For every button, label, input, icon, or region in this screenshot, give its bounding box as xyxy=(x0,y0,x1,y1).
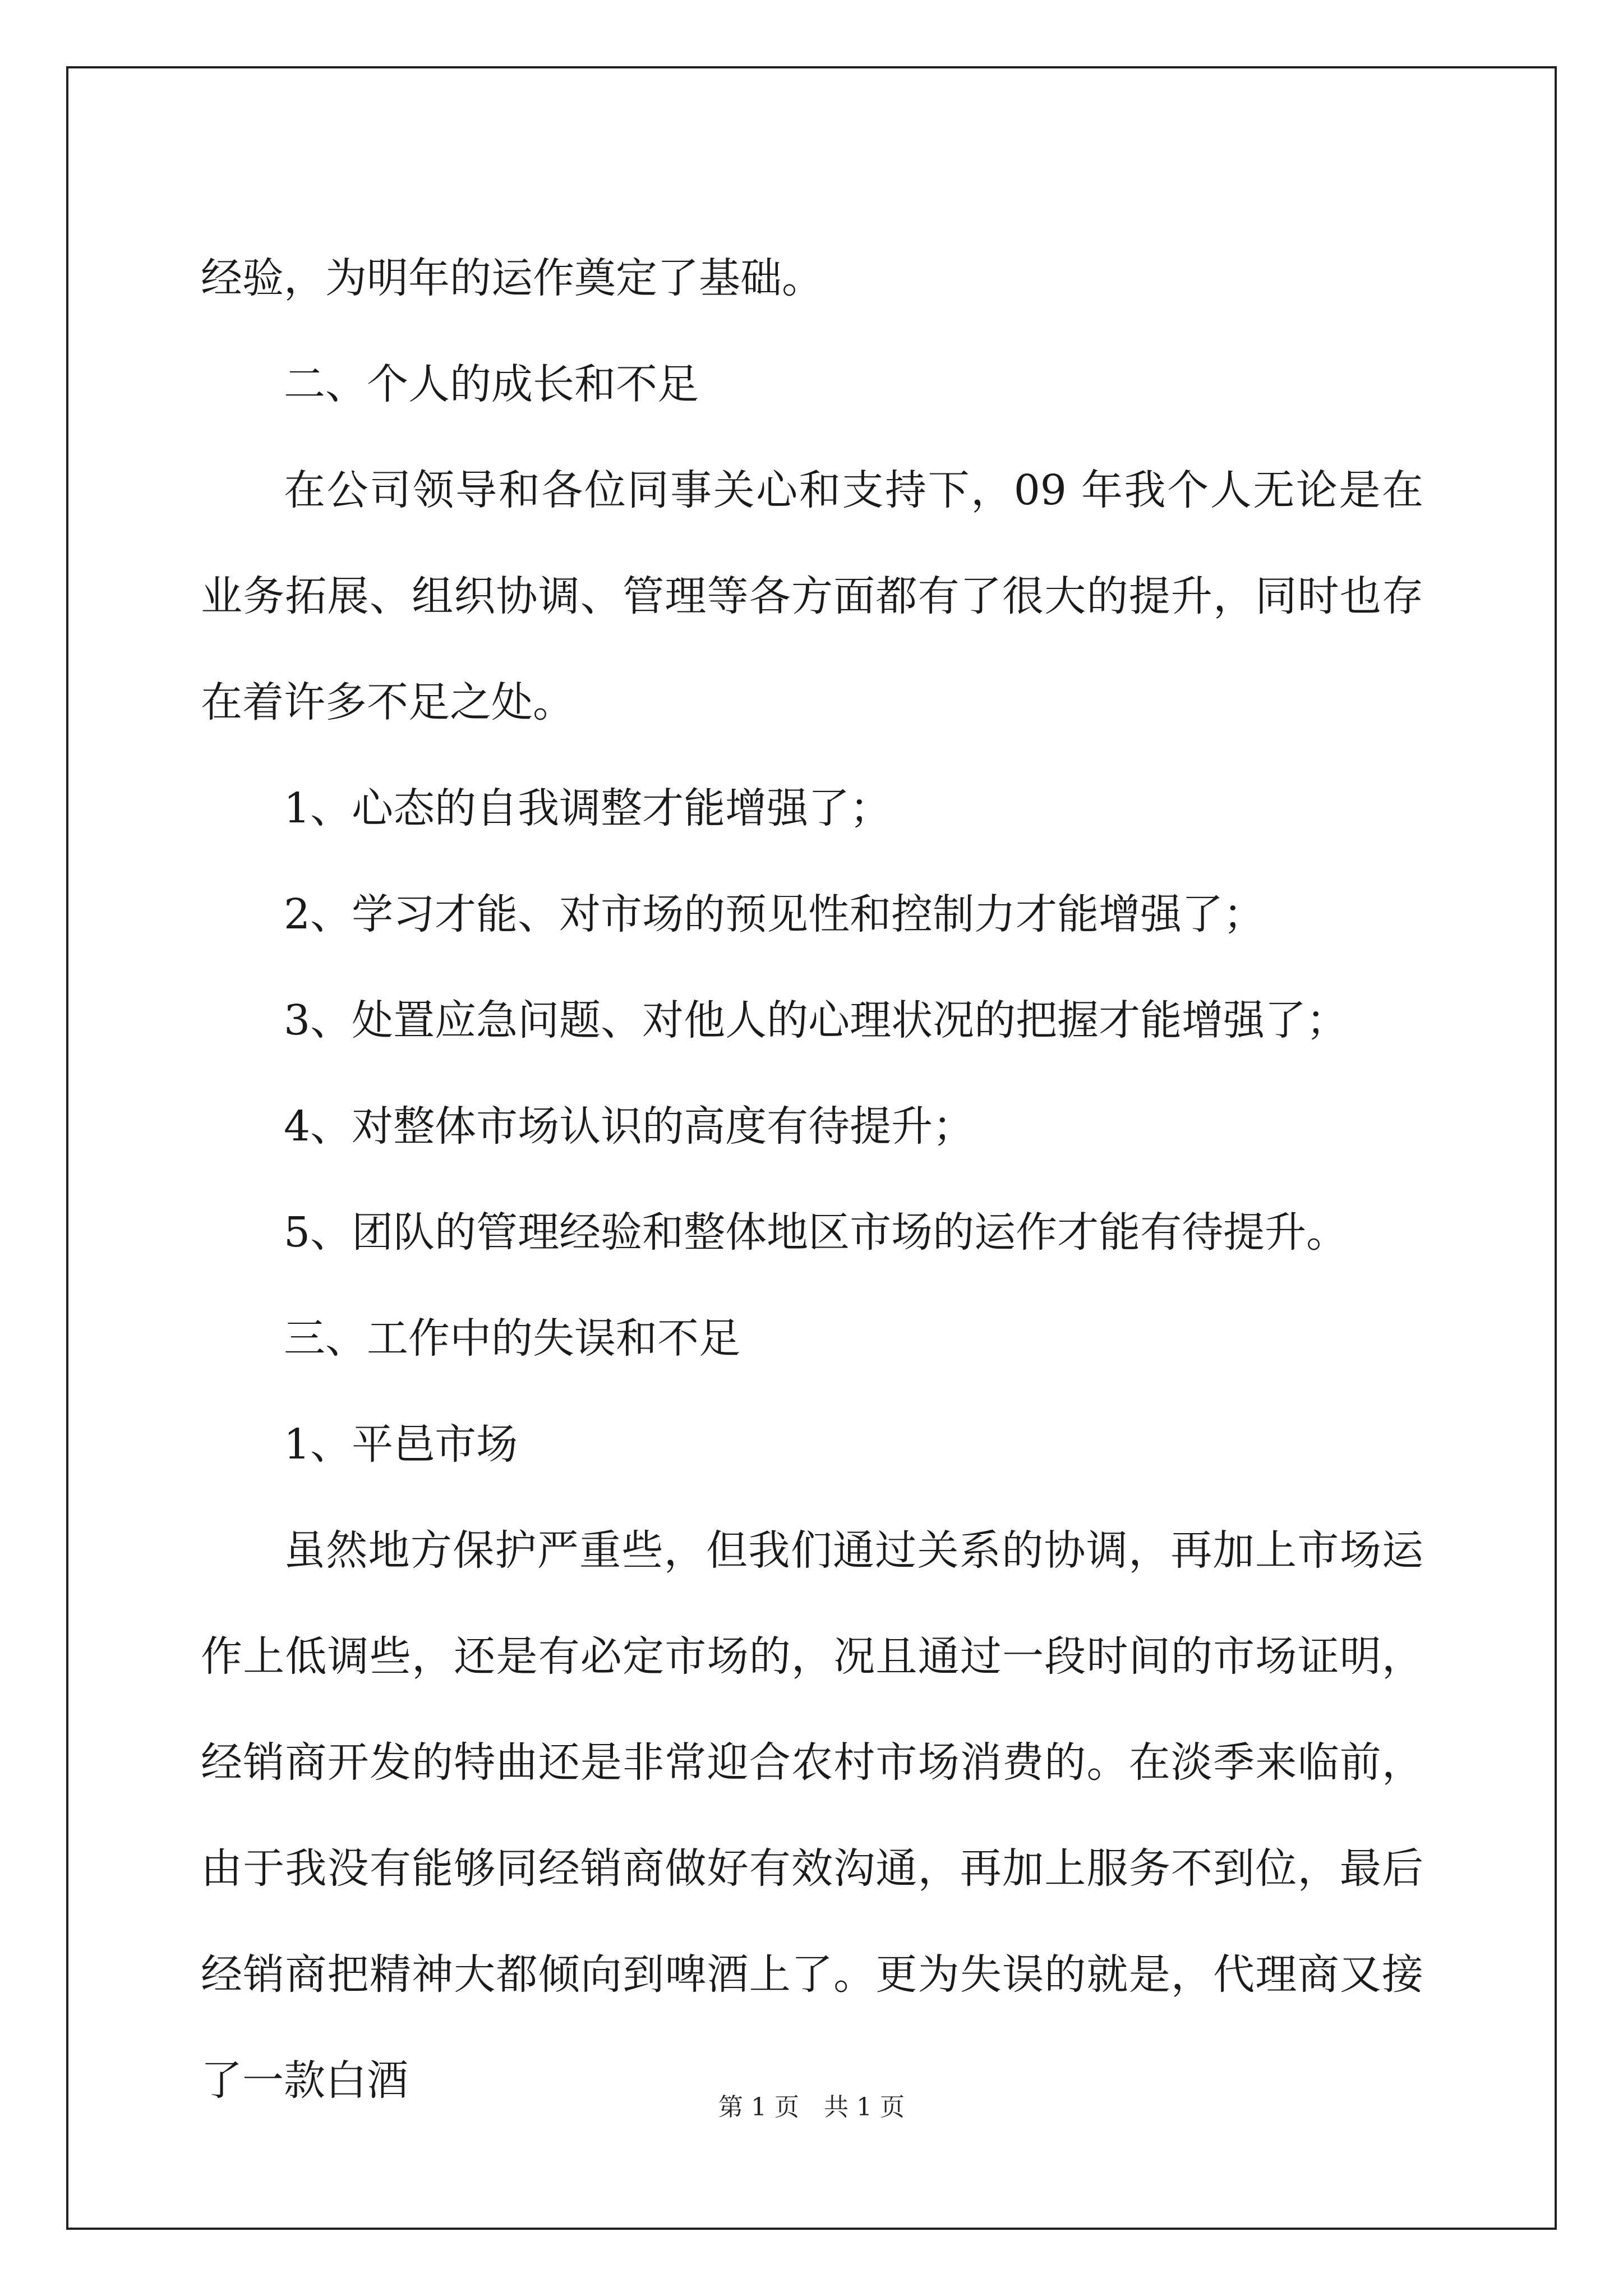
document-body xyxy=(201,226,1423,2134)
list-item-1: 1、心态的自我调整才能增强了； xyxy=(284,784,892,832)
paragraph-continuation: 经验，为明年的运作奠定了基础。 xyxy=(201,254,823,302)
list-item-3: 3、处置应急问题、对他人的心理状况的把握才能增强了； xyxy=(284,996,1348,1045)
list-item-2: 2、学习才能、对市场的预见性和控制力才能增强了； xyxy=(284,890,1265,938)
section-heading-personal-growth: 二、个人的成长和不足 xyxy=(284,360,699,408)
section-heading-mistakes: 三、工作中的失误和不足 xyxy=(284,1314,740,1363)
paragraph-pingyi-market: 虽然地方保护严重些，但我们通过关系的协调，再加上市场运作上低调些，还是有必定市场的，况且通过一段时间的市场证明，经销商开发的特曲还是非常迎合农村市场消费的。在淡季来临前，由于我没有能够同经销商做好有效沟通，再加上服务不到位，最后经销商把精神大都倾向到啤酒上了。更为失误的就是，代理商又接了一款白酒 xyxy=(201,1526,1423,2105)
list-item-4: 4、对整体市场认识的高度有待提升； xyxy=(284,1102,975,1151)
list-item-5: 5、团队的管理经验和整体地区市场的运作才能有待提升。 xyxy=(284,1208,1348,1257)
paragraph-growth-summary: 在公司领导和各位同事关心和支持下，09 年我个人无论是在业务拓展、组织协调、管理等各方面都有了很大的提升，同时也存在着许多不足之处。 xyxy=(201,466,1423,726)
page-footer: 第 1 页 共 1 页 xyxy=(718,2093,905,2122)
subsection-heading-pingyi-market: 1、平邑市场 xyxy=(284,1420,518,1469)
